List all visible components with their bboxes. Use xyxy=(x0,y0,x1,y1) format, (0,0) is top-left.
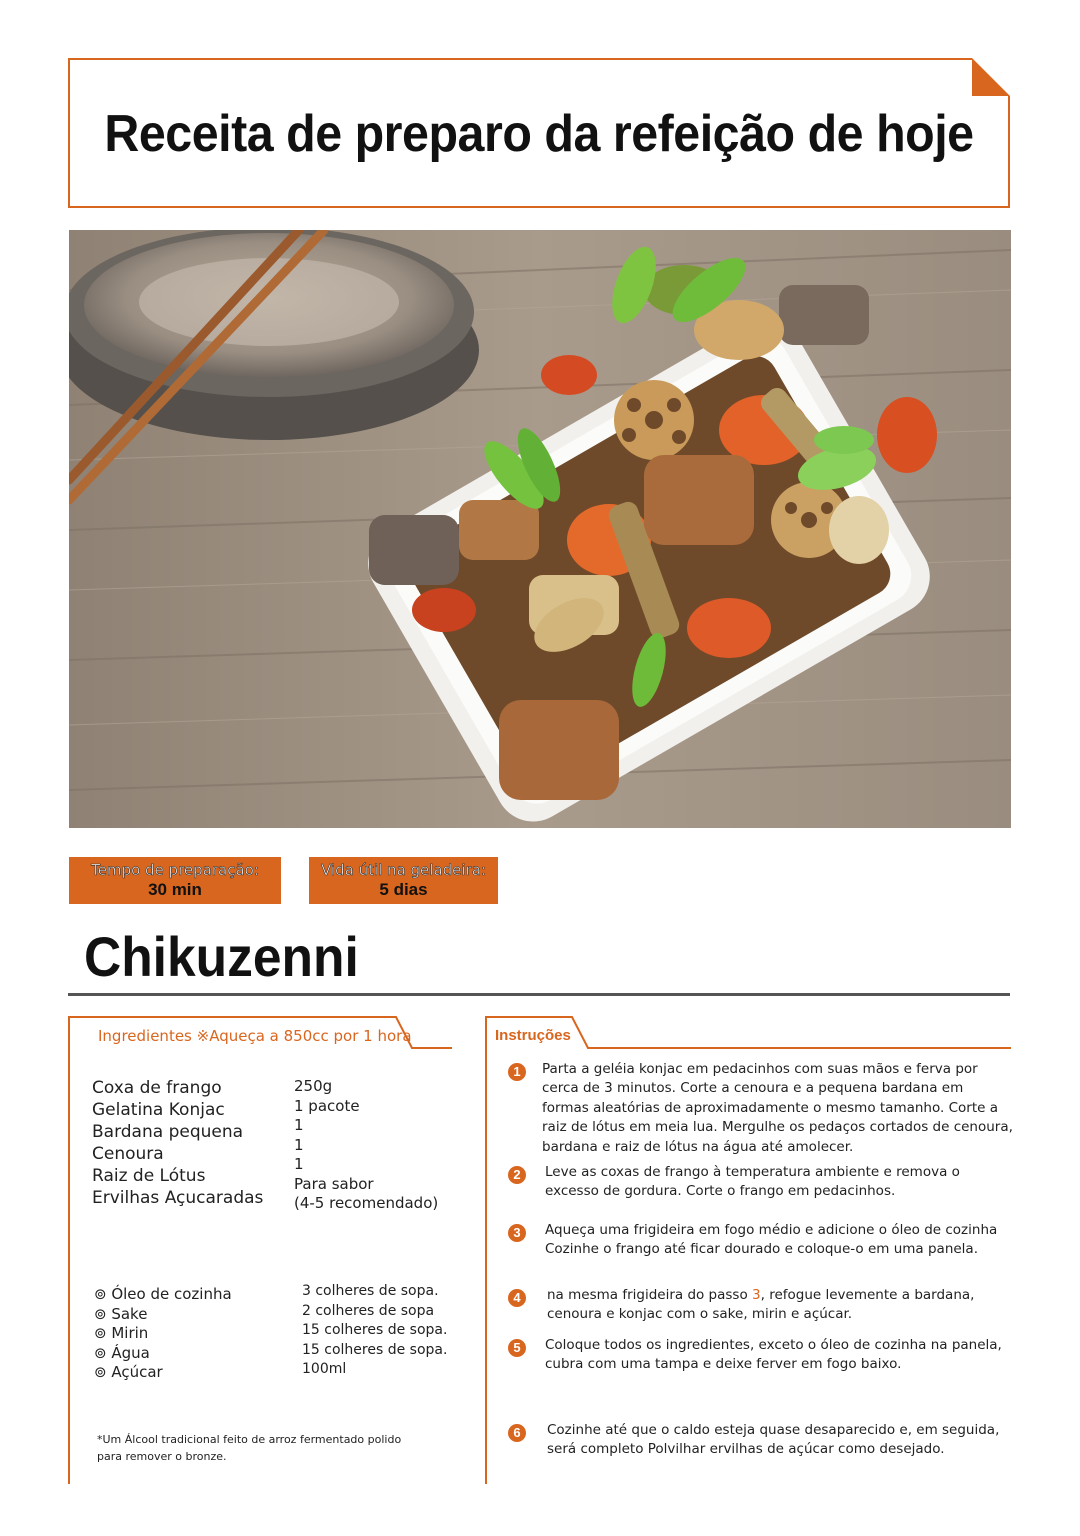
fridge-life-value: 5 dias xyxy=(379,880,428,899)
seasoning-names xyxy=(94,1285,232,1383)
step-text-part: , refogue levemente a bardana, cenoura e konjac com o sake, mirin e açúcar. xyxy=(547,1287,975,1323)
step-text xyxy=(547,1286,1015,1325)
ingredient-name: Ervilhas Açucaradas xyxy=(92,1188,264,1208)
step-number: 4 xyxy=(508,1289,526,1307)
ingredient-name: Gelatina Konjac xyxy=(92,1100,225,1120)
seasoning-name: ⊚ Óleo de cozinha xyxy=(94,1285,232,1303)
seasoning-name: ⊚ Água xyxy=(94,1343,150,1362)
step-number: 6 xyxy=(508,1424,526,1442)
seasoning-name: ⊚ Mirin xyxy=(94,1324,149,1342)
seasoning-amounts xyxy=(302,1282,447,1380)
seasoning-amount: 15 colheres de sopa. xyxy=(302,1322,448,1338)
ingredient-amount: 1 xyxy=(294,1155,304,1173)
step-reference: 3 xyxy=(752,1287,761,1303)
step-text: Cozinhe até que o caldo esteja quase desaparecido e, em seguida, será completo Polvilhar ervilhas de açúcar como desejado. xyxy=(547,1422,1000,1458)
ingredient-amounts xyxy=(294,1077,454,1214)
instructions-heading: Instruções xyxy=(495,1027,571,1044)
step-text: Coloque todos os ingredientes, exceto o óleo de cozinha na panela, cubra com uma tampa e deixe ferver em fogo baixo. xyxy=(545,1337,1002,1373)
ingredient-name: Cenoura xyxy=(92,1144,164,1164)
step-text: Aqueça uma frigideira em fogo médio e adicione o óleo de cozinha Cozinhe o frango até ficar dourado e coloque-o em uma panela. xyxy=(545,1222,998,1258)
ingredient-name: Raiz de Lótus xyxy=(92,1166,206,1186)
ingredient-name: Coxa de frango xyxy=(92,1078,222,1098)
ingredient-amount: 1 xyxy=(294,1116,304,1134)
step-number: 5 xyxy=(508,1339,526,1357)
step-number: 2 xyxy=(508,1166,526,1184)
ingredient-amount: Para sabor xyxy=(294,1174,374,1193)
step-text: Parta a geléia konjac em pedacinhos com suas mãos e ferva por cerca de 3 minutos. Corte a cenoura e a pequena bardana em formas aleatórias de aproximadamente o mesmo tamanho. Corte a raiz de lótus em meia lua. Mergulhe os pedaços cortados de cenoura, bardana e raiz de lótus na água até amolecer. xyxy=(542,1061,1013,1155)
footnote: *Um Álcool tradicional feito de arroz fermentado polido para remover o bronze. xyxy=(97,1433,402,1463)
seasoning-name: ⊚ Sake xyxy=(94,1304,148,1323)
seasoning-amount: 2 colheres de sopa xyxy=(302,1302,435,1319)
page-title: Receita de preparo da refeição de hoje xyxy=(104,105,974,163)
ingredients-heading: Ingredientes ※Aqueça a 850cc por 1 hora xyxy=(98,1027,412,1045)
seasoning-name: ⊚ Açúcar xyxy=(94,1363,163,1381)
step-text: Leve as coxas de frango à temperatura ambiente e remova o excesso de gordura. Corte o frango em pedacinhos. xyxy=(545,1164,960,1200)
prep-time-label: Tempo de preparação: xyxy=(91,861,259,879)
ingredient-name: Bardana pequena xyxy=(92,1122,244,1142)
seasoning-amount: 15 colheres de sopa. xyxy=(302,1341,448,1358)
seasoning-amount: 3 colheres de sopa. xyxy=(302,1283,439,1299)
ingredient-amount: 1 pacote xyxy=(294,1096,360,1115)
fridge-life-label: Vida útil na geladeira: xyxy=(321,861,486,879)
dish-title: Chikuzenni xyxy=(84,925,359,988)
ingredient-amount: 250g xyxy=(294,1077,333,1095)
prep-time-value: 30 min xyxy=(148,880,202,899)
step-text-part: na mesma frigideira do passo xyxy=(547,1287,753,1303)
ingredient-amount: 1 xyxy=(294,1135,304,1154)
ingredient-names xyxy=(92,1077,312,1209)
seasoning-amount: 100ml xyxy=(302,1361,347,1377)
step-number: 3 xyxy=(508,1224,526,1242)
ingredient-amount-note: (4-5 recomendado) xyxy=(294,1194,439,1212)
step-number: 1 xyxy=(508,1063,526,1081)
